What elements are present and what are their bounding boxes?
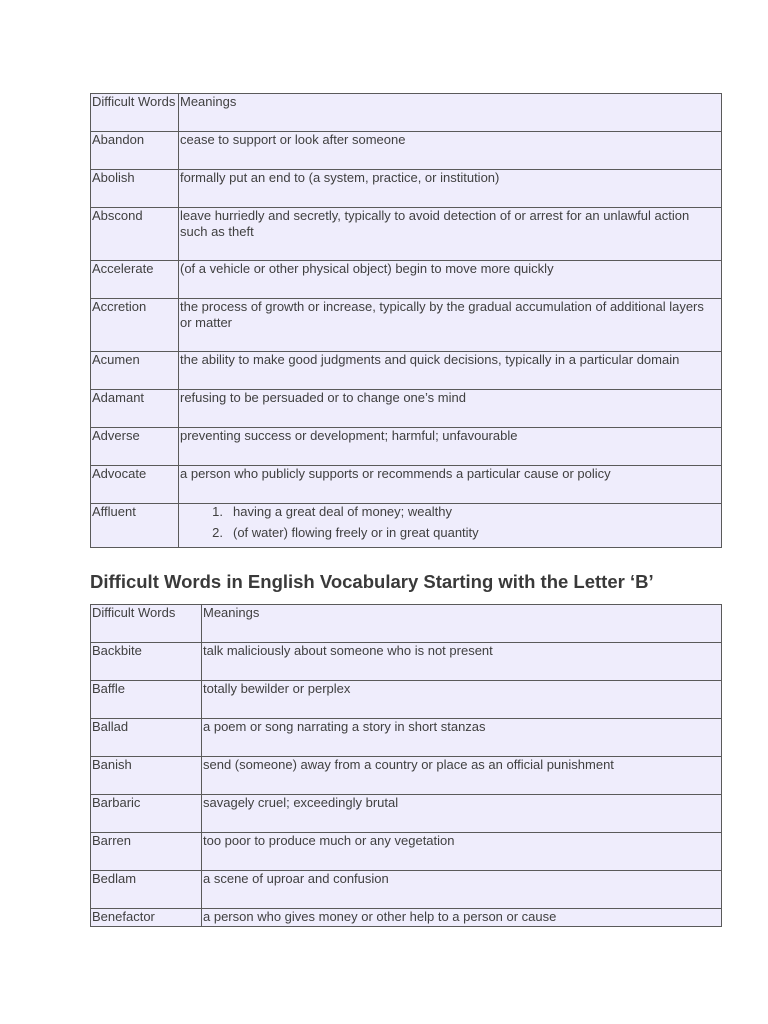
table-row (91, 833, 722, 871)
table-row (91, 909, 722, 927)
vocabulary-table-b (90, 604, 722, 927)
list-number: 2. (212, 525, 223, 540)
meaning-cell: talk maliciously about someone who is not present (202, 643, 722, 681)
meaning-cell: the process of growth or increase, typically by the gradual accumulation of additional layers or matter (179, 299, 722, 352)
meaning-cell: preventing success or development; harmful; unfavourable (179, 428, 722, 466)
table-row (91, 719, 722, 757)
word-cell: Ballad (91, 719, 202, 757)
table-row (91, 170, 722, 208)
word-cell: Adverse (91, 428, 179, 466)
meaning-cell: cease to support or look after someone (179, 132, 722, 170)
table-row (91, 681, 722, 719)
meaning-cell: (of a vehicle or other physical object) begin to move more quickly (179, 261, 722, 299)
header-word-cell: Difficult Words (91, 94, 179, 132)
table-row-affluent (91, 504, 722, 548)
table-row (91, 352, 722, 390)
table-row (91, 643, 722, 681)
word-cell: Affluent (91, 504, 179, 548)
word-cell: Abandon (91, 132, 179, 170)
table-row (91, 871, 722, 909)
list-text: (of water) flowing freely or in great quantity (233, 525, 479, 540)
meaning-cell: a poem or song narrating a story in short stanzas (202, 719, 722, 757)
word-cell: Barren (91, 833, 202, 871)
header-meaning-cell: Meanings (179, 94, 722, 132)
table-row (91, 428, 722, 466)
table-row (91, 390, 722, 428)
word-cell: Barbaric (91, 795, 202, 833)
meaning-cell: a scene of uproar and confusion (202, 871, 722, 909)
meaning-cell (179, 504, 722, 548)
word-cell: Acumen (91, 352, 179, 390)
word-cell: Baffle (91, 681, 202, 719)
list-text: having a great deal of money; wealthy (233, 504, 452, 519)
table-row (91, 757, 722, 795)
meaning-cell: send (someone) away from a country or place as an official punishment (202, 757, 722, 795)
header-word-cell: Difficult Words (91, 605, 202, 643)
meaning-cell: a person who publicly supports or recommends a particular cause or policy (179, 466, 722, 504)
table-row (91, 299, 722, 352)
meaning-cell: savagely cruel; exceedingly brutal (202, 795, 722, 833)
word-cell: Abolish (91, 170, 179, 208)
word-cell: Bedlam (91, 871, 202, 909)
numbered-meanings-list (180, 504, 715, 546)
list-number: 1. (212, 504, 223, 519)
table-header-row (91, 605, 722, 643)
section-heading-b: Difficult Words in English Vocabulary Starting with the Letter ‘B’ (90, 571, 654, 592)
word-cell: Accelerate (91, 261, 179, 299)
meaning-cell: refusing to be persuaded or to change one’s mind (179, 390, 722, 428)
word-cell: Advocate (91, 466, 179, 504)
table-row (91, 795, 722, 833)
header-meaning-cell: Meanings (202, 605, 722, 643)
word-cell: Benefactor (91, 909, 202, 927)
meaning-cell: a person who gives money or other help to a person or cause (202, 909, 722, 927)
meaning-cell: totally bewilder or perplex (202, 681, 722, 719)
word-cell: Adamant (91, 390, 179, 428)
meaning-cell: the ability to make good judgments and quick decisions, typically in a particular domain (179, 352, 722, 390)
table-row (91, 261, 722, 299)
table-row (91, 466, 722, 504)
table-header-row (91, 94, 722, 132)
word-cell: Backbite (91, 643, 202, 681)
meaning-cell: too poor to produce much or any vegetation (202, 833, 722, 871)
meaning-cell: formally put an end to (a system, practice, or institution) (179, 170, 722, 208)
word-cell: Accretion (91, 299, 179, 352)
table-row (91, 132, 722, 170)
table-row (91, 208, 722, 261)
list-item (180, 504, 715, 525)
word-cell: Banish (91, 757, 202, 795)
word-cell: Abscond (91, 208, 179, 261)
vocabulary-table-a (90, 93, 722, 548)
list-item (180, 525, 715, 546)
meaning-cell: leave hurriedly and secretly, typically to avoid detection of or arrest for an unlawful action such as theft (179, 208, 722, 261)
